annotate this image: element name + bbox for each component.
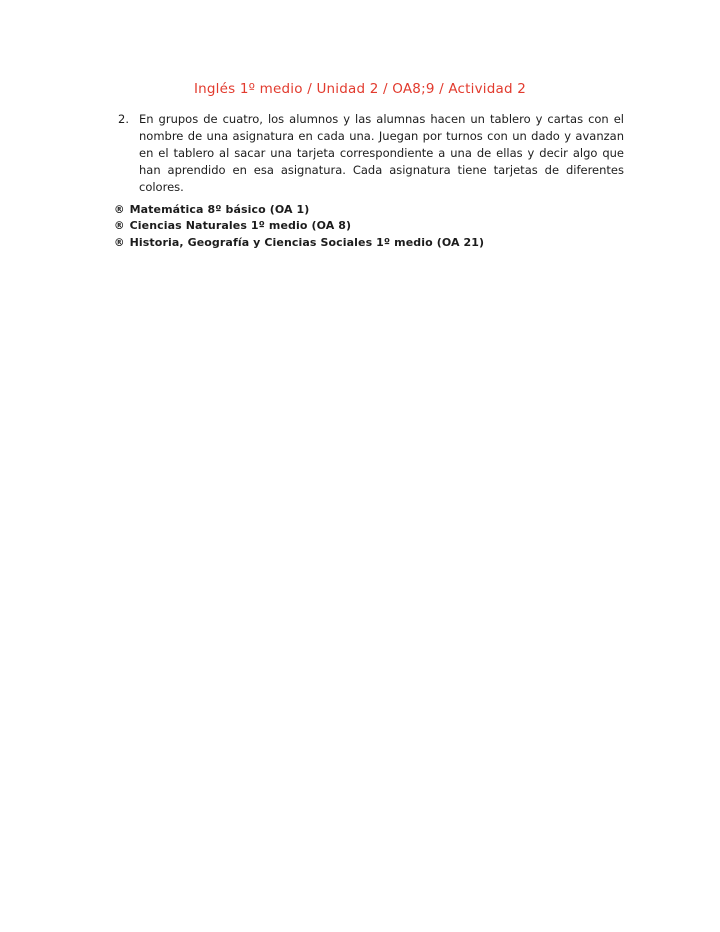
registered-bullet-icon: ® <box>114 204 125 216</box>
activity-number: 2. <box>118 112 129 126</box>
objective-label: Matemática 8º básico (OA 1) <box>129 203 310 216</box>
registered-bullet-icon: ® <box>114 236 125 249</box>
objective-label: Ciencias Naturales 1º medio (OA 8) <box>129 219 352 233</box>
objective-item <box>114 235 634 251</box>
page-title: Inglés 1º medio / Unidad 2 / OA8;9 / Actividad 2 <box>193 81 527 97</box>
objectives-list <box>114 202 634 251</box>
activity-text: En grupos de cuatro, los alumnos y las alumnas hacen un tablero y cartas con el nombre de una asignatura en cada una. Juegan por turnos con un dado y avanzan en el tablero al sacar una tarjeta correspondiente a una de ellas y decir algo que han aprendido en esa asignatura. Cada asignatura tiene tarjetas de diferentes colores. <box>139 112 624 194</box>
objective-item <box>114 202 634 218</box>
registered-bullet-icon: ® <box>114 220 125 233</box>
objective-item <box>114 218 634 234</box>
activity-item <box>118 111 624 196</box>
objective-label: Historia, Geografía y Ciencias Sociales 1º medio (OA 21) <box>129 235 485 249</box>
